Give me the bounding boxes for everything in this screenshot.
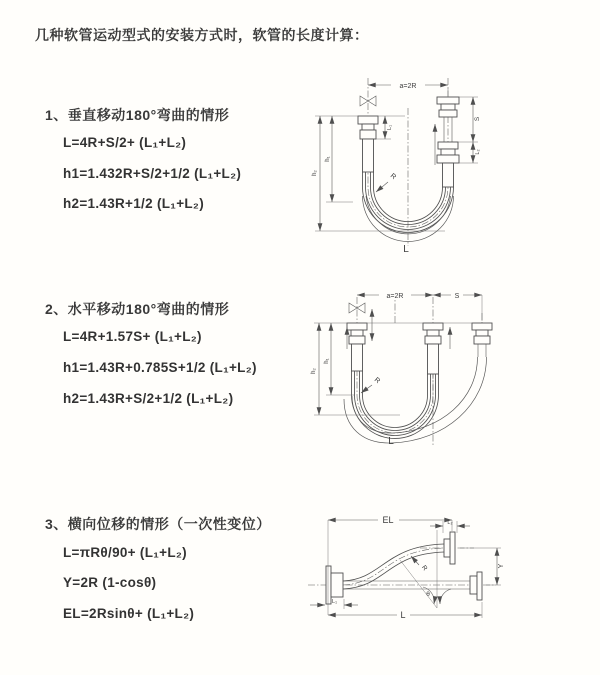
section-3-heading: 3、横向位移的情形（一次性变位） [45,516,271,532]
dim-label-l2: L₂ [447,520,453,526]
upper-flange [450,532,455,564]
dim-label-s: S [474,116,481,122]
section-1-heading: 1、垂直移动180°弯曲的情形 [45,107,230,123]
radius-label: R [420,564,429,573]
dim-label-l2: L₂ [475,149,481,155]
dim-label-y: Y [498,563,505,569]
centerlines [357,291,482,445]
diagram-horizontal-180-bend [305,283,570,455]
centerlines [368,78,448,246]
left-flange [326,566,331,604]
dim-label-h1: h₁ [325,156,331,162]
section-2-heading: 2、水平移动180°弯曲的情形 [45,301,230,317]
section-2-formula-h2: h2=1.43R+S/2+1/2 (L₁+L₂) [63,391,234,406]
dim-label-l1: L₁ [387,125,393,130]
hose-u-bend [344,357,487,443]
length-label: L [403,244,409,255]
dim-label-h2: h₂ [312,170,318,176]
section-1-formula-l: L=4R+S/2+ (L₁+L₂) [63,135,187,150]
section-1-formula-h2: h2=1.43R+1/2 (L₁+L₂) [63,196,205,211]
dim-label-s: S [454,293,460,300]
section-3-formula-l: L=πRθ/90+ (L₁+L₂) [63,545,187,560]
page-title: 几种软管运动型式的安装方式时，软管的长度计算： [35,27,369,43]
dim-label-l1: L₁ [332,599,337,605]
dim-label-a2r: a=2R [386,293,404,300]
dim-label-h2: h₂ [311,368,317,374]
braided-hose-section [363,139,374,172]
dimensions [311,290,492,447]
braided-hose-section [443,163,454,187]
pipes-and-fittings [326,532,482,604]
radius-label: R [388,172,398,182]
section-3-formula-el: EL=2Rsinθ+ (L₁+L₂) [63,606,195,621]
dim-label-a2r: a=2R [399,83,417,90]
braided-hose-section [352,344,363,371]
length-label: L [388,436,394,447]
hose-s-curve [343,544,444,589]
dimensions [312,80,481,255]
dimensions [310,514,505,620]
dim-label-el: EL [382,515,394,525]
section-3-formula-y: Y=2R (1-cosθ) [63,575,157,590]
radius-label: R [372,376,382,386]
section-2-formula-h1: h1=1.43R+0.785S+1/2 (L₁+L₂) [63,360,257,375]
section-1-formula-h1: h1=1.432R+S/2+1/2 (L₁+L₂) [63,166,242,181]
pipes-and-fittings [347,303,492,374]
hose-moved-position [352,357,478,433]
diagram-lateral-displacement [300,505,510,630]
dim-label-h1: h₁ [324,358,330,364]
construction-diagonal [400,560,437,608]
braided-hose-section [428,344,439,374]
right-flange [477,572,482,600]
length-label: L [400,610,406,620]
diagram-vertical-180-bend [305,72,570,262]
section-2-formula-l: L=4R+1.57S+ (L₁+L₂) [63,329,202,344]
angle-label: θ [426,591,430,598]
